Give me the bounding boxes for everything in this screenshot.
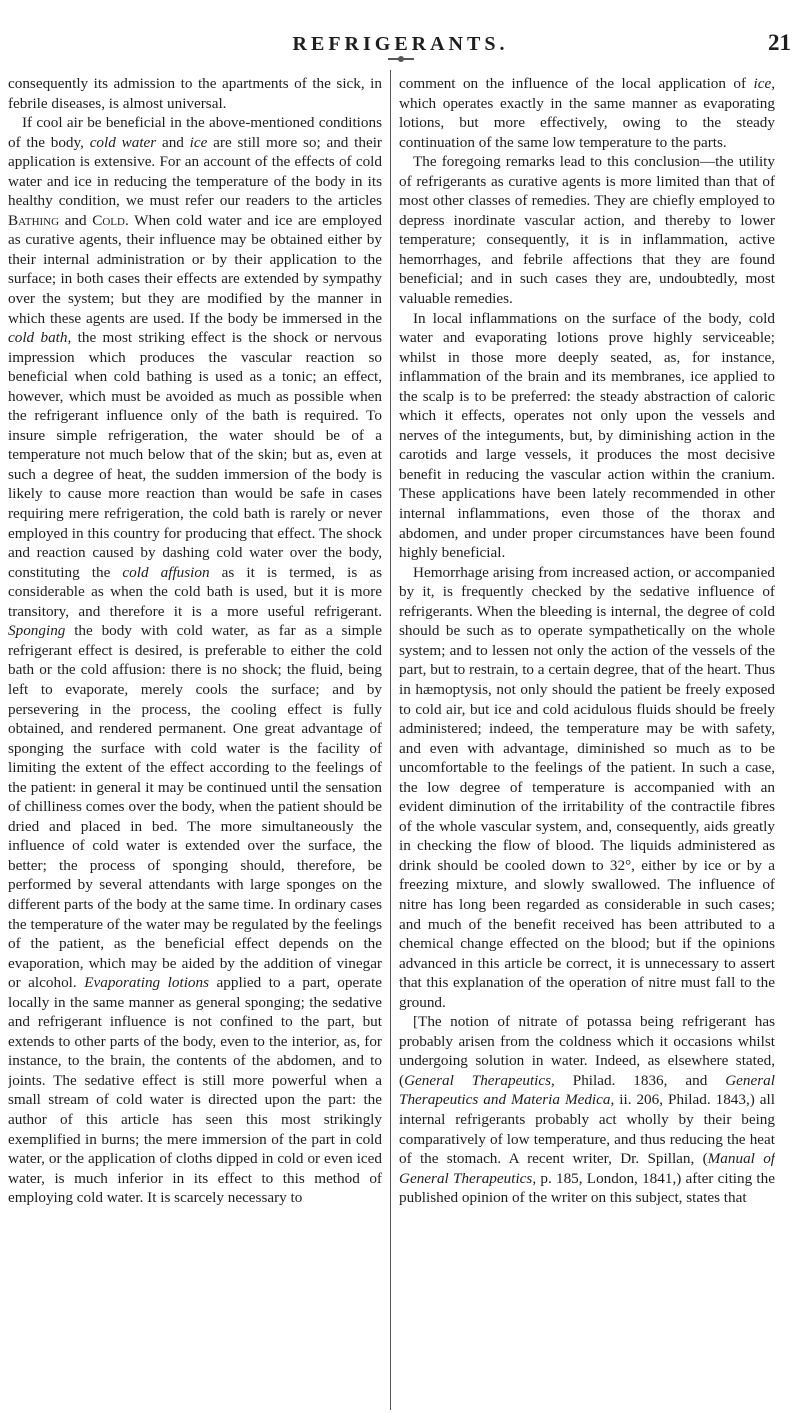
emphasis: Evaporating lotions	[84, 974, 210, 992]
text: If cool air be beneficial in the above-mentioned conditions of the body,	[8, 114, 382, 151]
emphasis: cold affusion	[122, 563, 210, 581]
emphasis: Sponging	[8, 622, 66, 640]
text: . When cold water and ice are employed as curative agents, their influence may be obtained either by their internal administration or by their application to the surface; in both cases their effects are extended by sympathy over the system; but they are modified by the manner in which these agents are used. If the body be immersed in the	[8, 211, 382, 327]
citation-title: General Therapeutics	[404, 1071, 552, 1089]
text: , p. 185, London, 1841,) after citing the published opinion of the writer on this subject, states that	[399, 1169, 775, 1207]
text: , Philad. 1836, and	[551, 1071, 726, 1089]
cross-reference: Bathing	[8, 211, 60, 229]
text: , which operates exactly in the same manner as evaporating lotions, but more effectively, owing to the steady continuation of the same low temperature to the parts.	[399, 75, 775, 151]
citation-title: Manual of General Therapeutics	[399, 1150, 775, 1187]
emphasis: cold water	[89, 133, 157, 151]
paragraph: In local inflammations on the surface of the body, cold water and evaporating lotions prove highly serviceable; whilst in those more deeply seated, as, for instance, inflammation of the brain and its membranes, ice applied to the scalp is to be preferred: the steady abstraction of caloric which it effects, operates not only upon the vessels and nerves of the integuments, but, by diminishing action in the carotids and large vessels, it produces the most decisive benefit in reducing the vascular action within the cranium. These applications have been lately recommended in other internal inflammations, even those of the thorax and abdomen, and under proper circumstances have been found highly beneficial.	[399, 309, 775, 562]
header-ornament	[388, 58, 414, 60]
page-header	[0, 0, 801, 70]
text: are still more so; and their application is extensive. For an account of the effects of cold water and ice in reducing the temperature of the body in its healthy condition, we must refer our readers to the articles	[8, 133, 382, 210]
text: and	[156, 133, 190, 151]
cross-reference: Cold	[92, 211, 125, 229]
text: , ii. 206, Philad. 1843,) all internal refrigerants probably act wholly by their being comparatively of low temperature, and thus reducing the heat of the stomach. A recent writer, Dr. Spillan, (	[399, 1091, 775, 1168]
emphasis: ice	[753, 75, 772, 92]
text: , the most striking effect is the shock or nervous impression which produces the vascular reaction so beneficial when cold bathing is used as a tonic; an effect, however, which must be avoided as much as possible when the refrigerant influence only of the bath is required. To insure simple refrigeration, the water should be of a temperature not much below that of the skin; but as, even at such a degree of heat, the sudden immersion of the body is likely to cause more reaction than would be safe in cases requiring mere refrigeration, the cold bath is rarely or never employed in this country for producing that effect. The shock and reaction caused by dashing cold water over the body, constituting the	[8, 329, 382, 581]
text: and	[59, 211, 93, 229]
emphasis: cold bath	[8, 329, 68, 347]
text: as it is termed, is as considerable as when the cold bath is used, but it is more transitory, and therefore it is a more useful refrigerant.	[8, 563, 382, 620]
left-column	[8, 74, 382, 1404]
text: [The notion of nitrate of potassa being refrigerant has probably arisen from the coldness which it occasions whilst undergoing solution in water. Indeed, as elsewhere stated, (	[399, 1013, 775, 1089]
paragraph	[399, 1012, 775, 1207]
right-column	[399, 74, 775, 1404]
citation-title: General Therapeutics and Materia Medica	[399, 1071, 775, 1109]
emphasis: ice	[189, 133, 208, 151]
running-title: REFRIGERANTS.	[292, 33, 509, 55]
text: comment on the influence of the local application of	[399, 75, 754, 92]
text: the body with cold water, as far as a simple refrigerant effect is desired, is preferable to either the cold bath or the cold affusion: there is no shock; the fluid, being left to evaporate, merely cools the surface; and by persevering in the process, the cooling effect is fully obtained, and rendered permanent. One great advantage of sponging the surface with cold water is the facility of limiting the extent of the effect according to the feelings of the patient: in general it may be continued until the sensation of chilliness comes over the body, when the patient should be dried and placed in bed. The more simultaneously the influence of cold water is extended over the surface, the better; the process of sponging should, therefore, be performed by several attendants with large sponges on the different parts of the body at the same time. In ordinary cases the temperature of the water may be regulated by the feelings of the patient, as the beneficial effect depends on the evaporation, which may be aided by the addition of vinegar or alcohol.	[8, 622, 382, 992]
paragraph: consequently its admission to the apartments of the sick, in febrile diseases, is almost universal.	[8, 75, 382, 112]
paragraph	[8, 113, 382, 1208]
text: applied to a part, operate locally in the same manner as general sponging; the sedative and refrigerant influence is not confined to the part, but extends to other parts of the body, even to the interior, as, for instance, to the brain, the contents of the abdomen, and to joints. The sedative effect is still more powerful when a small stream of cold water is directed upon the part: the author of this article has seen this most strikingly exemplified in burns; the mere immersion of the part in cold water, or the application of cloths dipped in cold or even iced water, is much inferior in its effect to this method of employing cold water. It is scarcely necessary to	[8, 974, 382, 1207]
paragraph: Hemorrhage arising from increased action, or accompanied by it, is frequently checked by the sedative influence of refrigerants. When the bleeding is internal, the degree of cold should be such as to operate sympathetically on the whole system; and to lessen not only the action of the vessels of the part, but to restrain, to a certain degree, that of the heart. Thus in hæmoptysis, not only should the patient be freely exposed to cold air, but ice and cold acidulous fluids should be freely administered; indeed, the temperature may be with safety, and even with advantage, diminished so much as to be uncomfortable to the feelings of the patient. In such a case, the low degree of temperature is accompanied with an evident diminution of the irritability of the contractile fibres of the whole vascular system, and, consequently, aids greatly in checking the flow of blood. The liquids administered as drink should be cooled down to 32°, either by ice or by a freezing mixture, and slowly swallowed. The influence of nitre has long been regarded as considerable in such cases; and much of the benefit received has been attributed to a chemical change effected on the blood; but if the opinions advanced in this article be correct, it is unnecessary to assert that this explanation of the operation of nitre must fall to the ground.	[399, 563, 775, 1011]
column-divider	[390, 70, 391, 1410]
page-number: 21	[768, 30, 791, 55]
paragraph: The foregoing remarks lead to this conclusion—the utility of refrigerants as curative agents is more limited than that of most other classes of remedies. They are chiefly employed to depress inordinate vascular action, and thereby to lower temperature; consequently, it is in inflammation, active hemorrhages, and febrile affections that they are found beneficial; and in such cases they are, undoubtedly, most valuable remedies.	[399, 153, 775, 308]
paragraph	[399, 74, 775, 152]
